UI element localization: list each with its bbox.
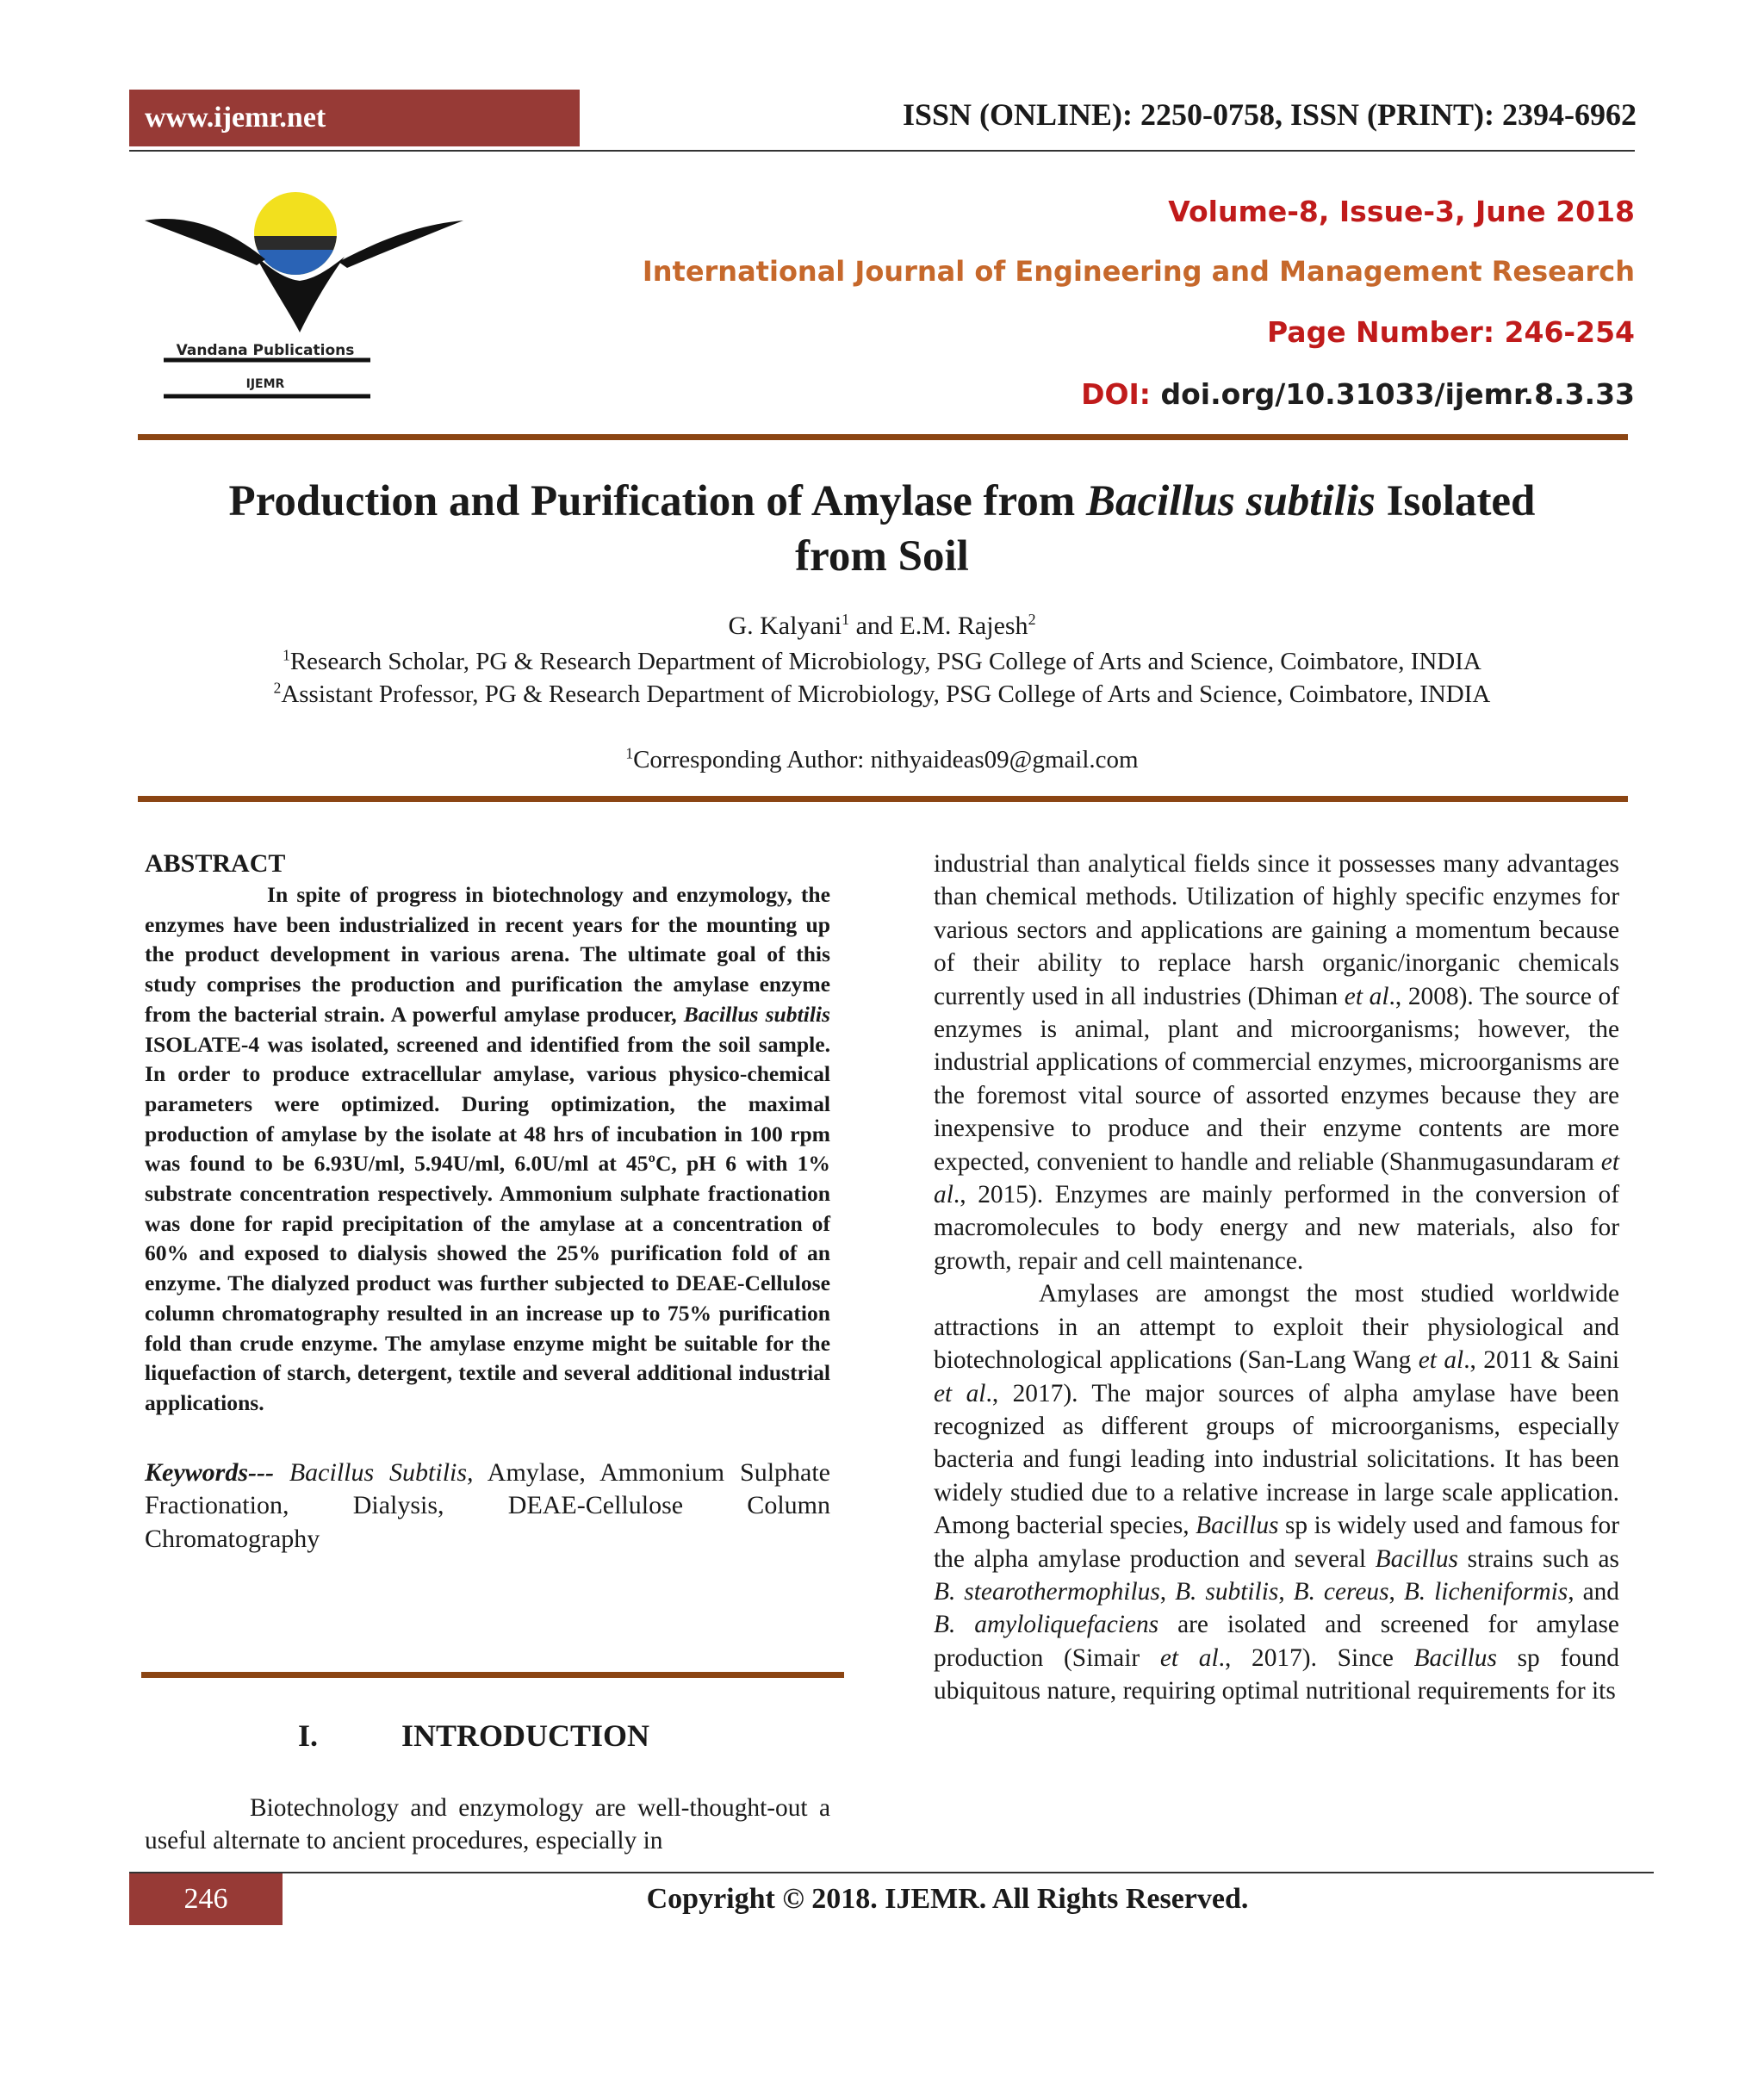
intro-heading: INTRODUCTION: [401, 1718, 650, 1753]
abstract-text-a: In spite of progress in biotechnology and enzymology, the enzymes have been industrialized in recent years for the mounting up the product development in various arena. The ultimate goal of this study comprises the production and purification the amylase enzyme from the bacterial strain. A powerful amylase producer,: [145, 882, 830, 1027]
title-brown-rule: [138, 796, 1628, 802]
author-2: E.M. Rajesh: [899, 612, 1028, 640]
affil-2-text: Assistant Professor, PG & Research Department of Microbiology, PSG College of Arts and Science, Coimbatore, INDIA: [281, 680, 1491, 708]
title-part1: Production and Purification of Amylase from: [228, 477, 1086, 525]
author-line: [129, 612, 1635, 641]
keywords-italic: Bacillus Subtilis,: [273, 1457, 474, 1487]
paper-title: [129, 474, 1635, 584]
intro-body: [145, 1792, 830, 1858]
right-paragraph-2: Amylases are amongst the most studied worldwide attractions in an attempt to exploit their physiological and biotechnological applications (San-Lang Wang et al., 2011 & Saini et al., 2017). The major sources of alpha amylase have been recognized as different groups of microorganisms, especially bacteria and fungi leading into industrial solicitations. It has been widely studied due to a relative increase in large scale application. Among bacterial species, Bacillus sp is widely used and famous for the alpha amylase production and several Bacillus strains such as B. stearothermophilus, B. subtilis, B. cereus, B. licheniformis, and B. amyloliquefaciens are isolated and screened for amylase production (Simair et al., 2017). Since Bacillus sp found ubiquitous nature, requiring optimal nutritional requirements for its: [934, 1280, 1620, 1705]
keywords-label: Keywords---: [145, 1457, 274, 1487]
abstract-heading: ABSTRACT: [145, 849, 286, 878]
abstract-text-b: ISOLATE-4 was isolated, screened and identified from the soil sample. In order to produce extracellular amylase, various physico-chemical parameters were optimized. During optimization, the maximal production of amylase by the isolate at 48 hrs of incubation in 100 rpm was found to be 6.93U/ml, 5.94U/ml, 6.0U/ml at 45ºC, pH 6 with 1% substrate concentration respectively. Ammonium sulphate fractionation was done for rapid precipitation of the amylase at a concentration of 60% and exposed to dialysis showed the 25% purification fold of an enzyme. The dialyzed product was further subjected to DEAE-Cellulose column chromatography resulted in an increase up to 75% purification fold than crude enzyme. The amylase enzyme might be suitable for the liquefaction of starch, detergent, textile and several additional industrial applications.: [145, 1031, 830, 1415]
page-number-range: Page Number: 246-254: [1267, 315, 1635, 349]
logo-publisher-text: Vandana Publications: [176, 342, 355, 359]
corr-sup: 1: [625, 744, 634, 762]
copyright-notice: Copyright © 2018. IJEMR. All Rights Reserved.: [646, 1883, 1249, 1915]
keywords: [145, 1457, 830, 1556]
author-and: and: [849, 612, 900, 640]
intro-paragraph: Biotechnology and enzymology are well-thought-out a useful alternate to ancient procedures, especially in: [145, 1794, 830, 1855]
website-banner[interactable]: [129, 90, 580, 146]
affil-1-text: Research Scholar, PG & Research Department of Microbiology, PSG College of Arts and Science, Coimbatore, INDIA: [289, 648, 1481, 675]
title-part2: Isolated: [1375, 477, 1536, 525]
abstract-species: Bacillus subtilis: [683, 1001, 830, 1027]
affil-1-sup: 1: [283, 646, 290, 664]
footer-divider: [129, 1872, 1654, 1873]
title-line2: from Soil: [795, 532, 969, 581]
corr-text[interactable]: Corresponding Author: nithyaideas09@gmail.com: [633, 746, 1139, 773]
keywords-rest: Amylase, Ammonium Sulphate Fractionation, Dialysis, DEAE-Cellulose Column Chromatography: [145, 1457, 830, 1553]
header-divider: [129, 150, 1635, 152]
issn-line: ISSN (ONLINE): 2250-0758, ISSN (PRINT): 2394-6962: [902, 97, 1637, 132]
publisher-logo: [145, 186, 472, 419]
author-1-sup: 1: [842, 611, 850, 628]
doi-label: DOI:: [1081, 377, 1151, 411]
intro-brown-rule: [141, 1672, 844, 1678]
author-2-sup: 2: [1028, 611, 1036, 628]
abstract-body: [145, 880, 830, 1419]
volume-issue: Volume-8, Issue-3, June 2018: [1168, 195, 1635, 228]
doi-link[interactable]: doi.org/10.31033/ijemr.8.3.33: [1160, 377, 1635, 411]
affiliation-2: [129, 680, 1635, 709]
bird-sun-logo-icon: [145, 186, 472, 419]
intro-number: I.: [298, 1718, 319, 1753]
title-species: Bacillus subtilis: [1085, 477, 1376, 525]
corresponding-author: [129, 746, 1635, 774]
right-paragraph-1: industrial than analytical fields since it possesses many advantages than chemical methods. Utilization of highly specific enzymes for various sectors and applications are gaining a momentum because of their ability to replace harsh organic/inorganic chemicals currently used in all industries (Dhiman et al., 2008). The source of enzymes is animal, plant and microorganisms; however, the industrial applications of commercial enzymes, microorganisms are the foremost vital source of assorted enzymes because they are inexpensive to produce and their enzyme contents are more expected, convenient to handle and reliable (Shanmugasundaram et al., 2015). Enzymes are mainly performed in the conversion of macromolecules to body energy and new materials, also for growth, repair and cell maintenance.: [934, 850, 1620, 1275]
journal-name: International Journal of Engineering and Management Research: [642, 255, 1635, 288]
header-brown-rule: [138, 434, 1628, 440]
right-column: [934, 848, 1619, 1708]
logo-abbrev-text: IJEMR: [245, 377, 285, 391]
doi-line: [1081, 377, 1635, 411]
left-column: [145, 848, 830, 1581]
website-url[interactable]: www.ijemr.net: [145, 102, 326, 134]
affil-2-sup: 2: [273, 679, 282, 697]
page-number: 246: [129, 1873, 283, 1925]
author-1: G. Kalyani: [728, 612, 842, 640]
affiliation-1: [129, 648, 1635, 676]
